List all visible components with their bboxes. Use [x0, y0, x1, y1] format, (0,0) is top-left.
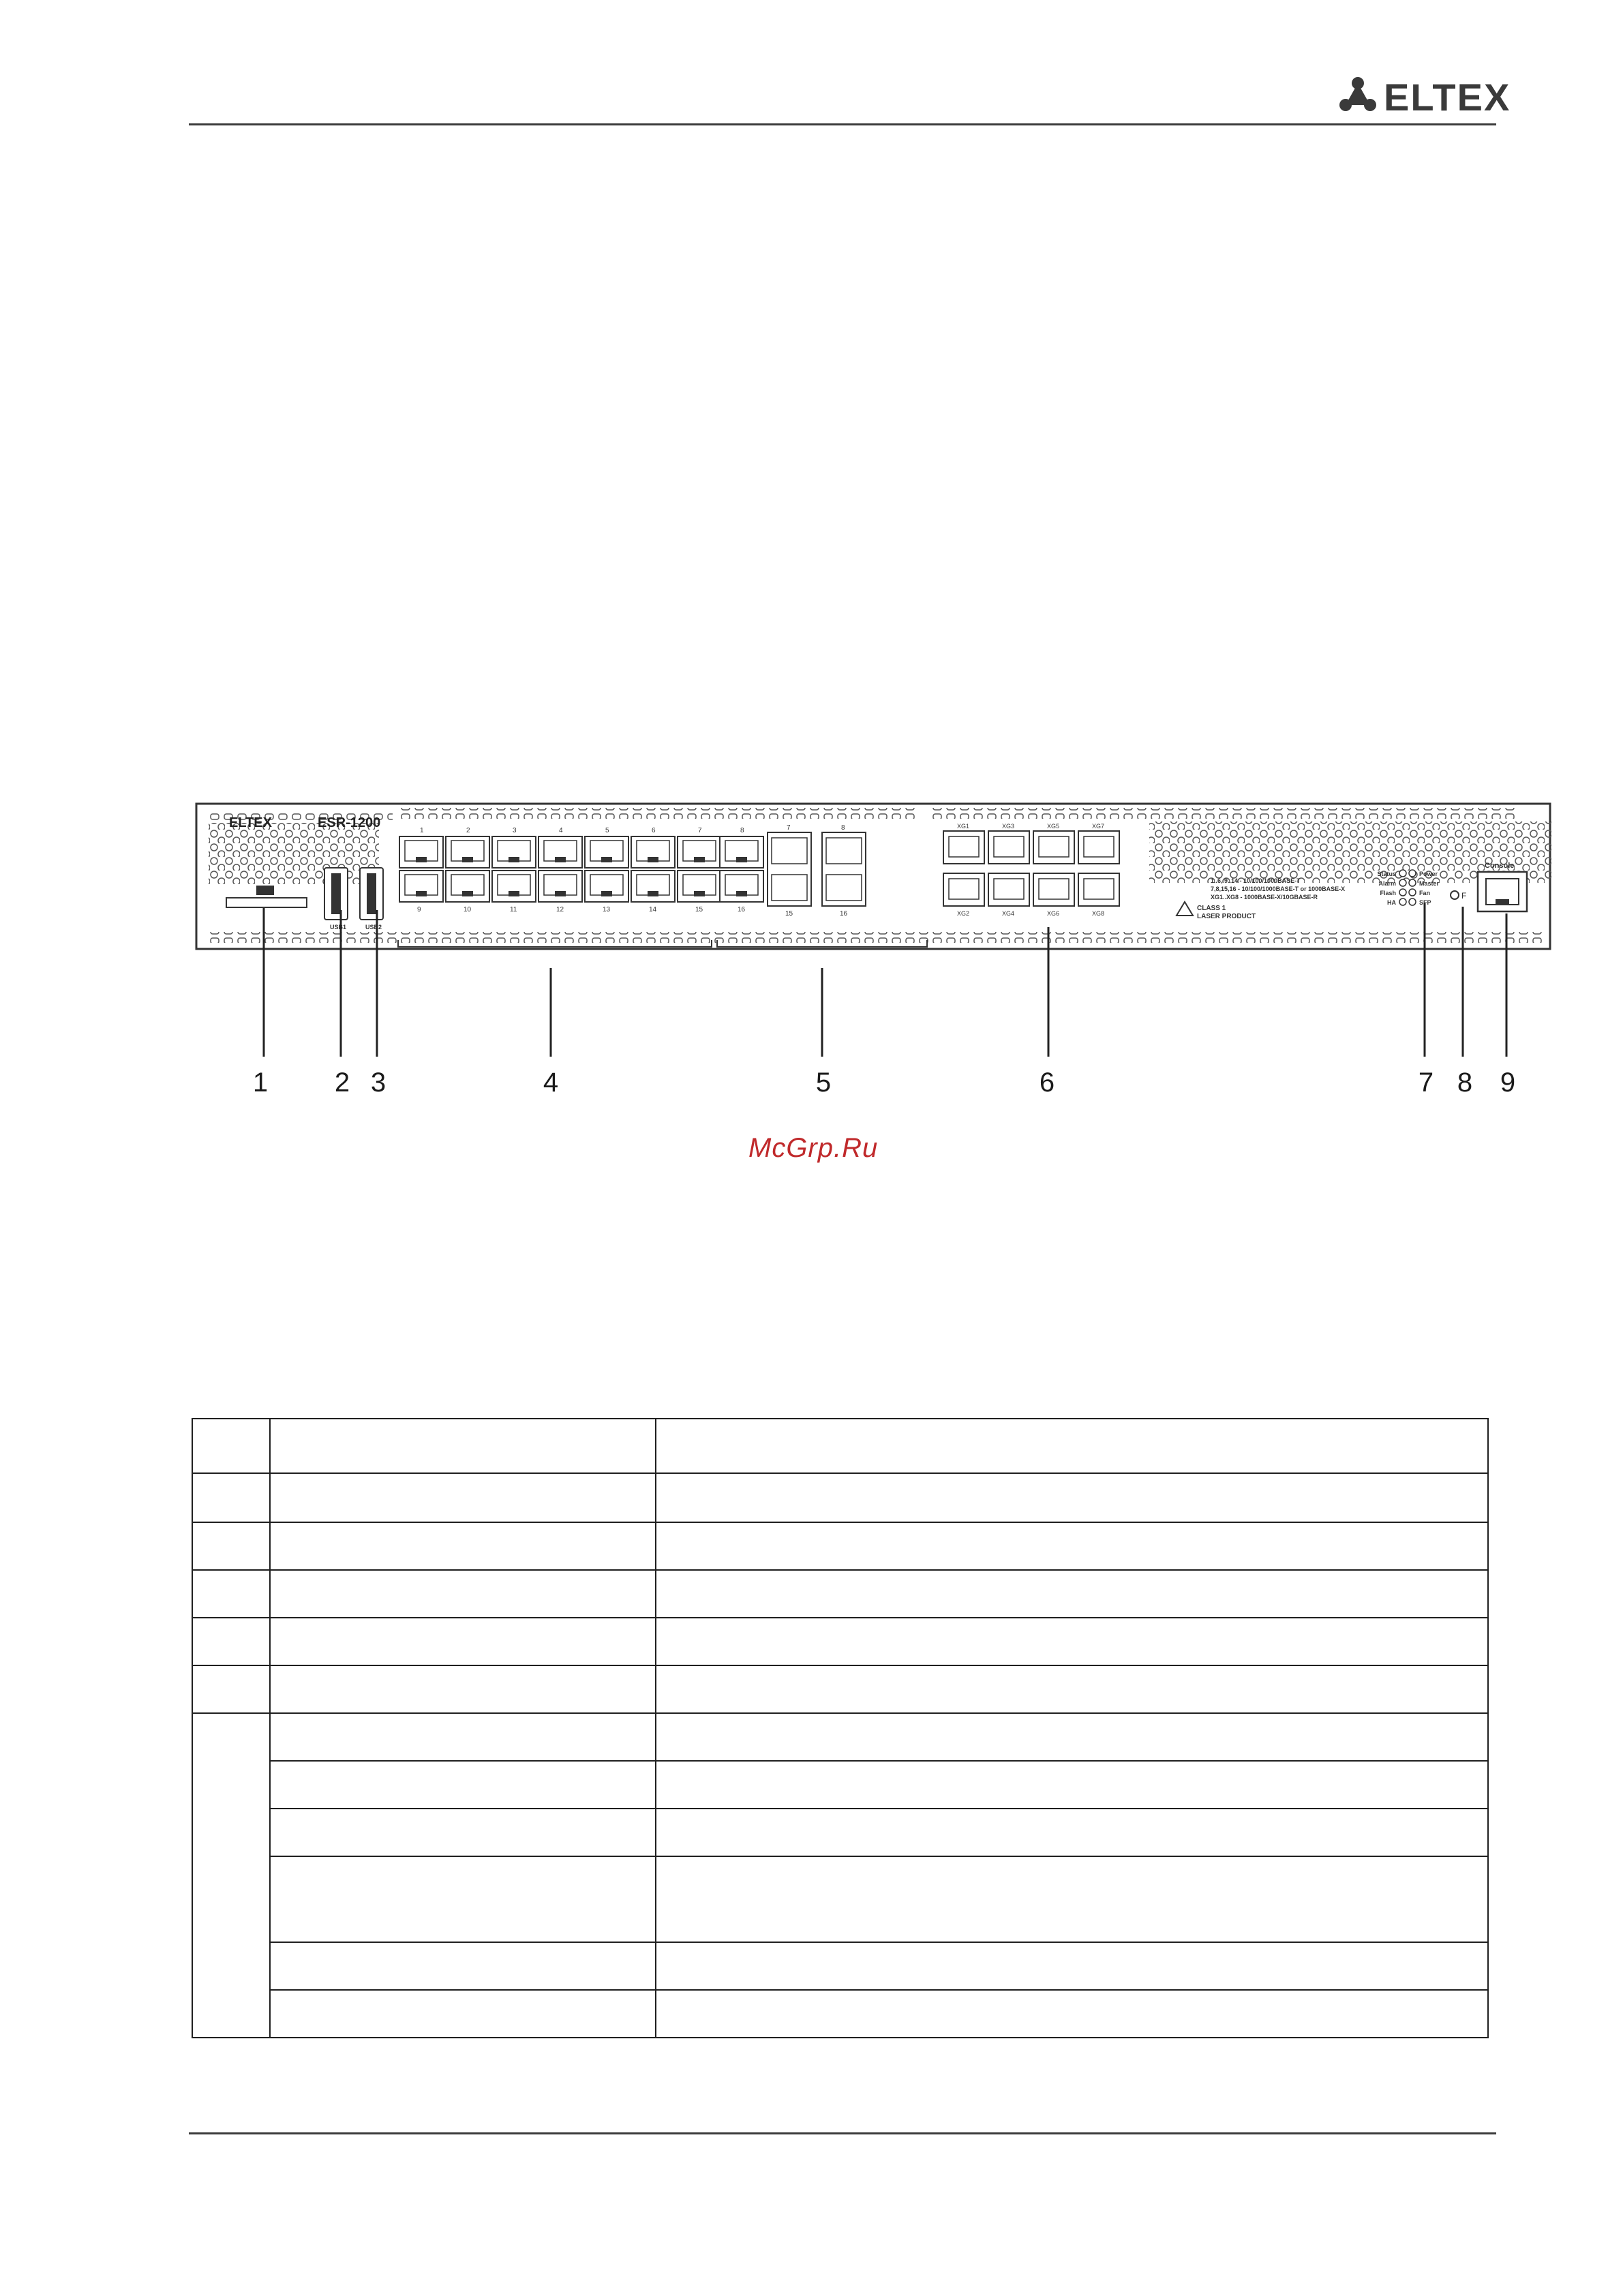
- led-label: Master: [1419, 880, 1440, 887]
- table-row: [192, 1809, 1488, 1856]
- table-row: [192, 1522, 1488, 1570]
- led-label: Status: [1377, 871, 1396, 877]
- table-row: [192, 1856, 1488, 1942]
- sfp-label-bottom: XG8: [1092, 910, 1105, 917]
- table-row: [192, 1761, 1488, 1809]
- usb-label: USB1: [330, 924, 347, 931]
- panel-logo: ELTEX: [229, 815, 272, 830]
- callout-2: 2: [334, 1068, 350, 1098]
- port-number-bottom: 11: [510, 906, 517, 913]
- port-number-bottom: 12: [556, 906, 564, 913]
- port-number-top: 4: [559, 827, 563, 834]
- port-number-top: 7: [787, 824, 791, 832]
- port-number-top: 3: [513, 827, 517, 834]
- callout-8: 8: [1457, 1068, 1473, 1098]
- port-number-top: 8: [740, 827, 744, 834]
- callout-4: 4: [543, 1068, 559, 1098]
- panel-model: ESR-1200: [318, 815, 381, 830]
- port-number-bottom: 16: [738, 906, 746, 913]
- table-header-row: [192, 1419, 1488, 1473]
- callout-6: 6: [1039, 1068, 1055, 1098]
- sfp-label-bottom: XG2: [957, 910, 970, 917]
- sfp-label-top: XG5: [1047, 823, 1060, 830]
- port-number-bottom: 14: [649, 906, 657, 913]
- port-number-bottom: 15: [695, 906, 703, 913]
- port-number-top: 8: [841, 824, 845, 832]
- led-label: HA: [1387, 899, 1396, 906]
- led-label: Flash: [1380, 890, 1396, 896]
- callout-9: 9: [1500, 1068, 1516, 1098]
- logo-wordmark: ELTEX: [1384, 76, 1511, 119]
- port-number-bottom: 15: [785, 910, 793, 918]
- table-row: [192, 1473, 1488, 1522]
- table-row: [192, 1990, 1488, 2038]
- console-label: Console: [1485, 862, 1515, 870]
- callout-7: 7: [1418, 1068, 1434, 1098]
- callout-leaders: [0, 0, 1623, 1091]
- callout-5: 5: [815, 1068, 832, 1098]
- speed-legend-3: XG1..XG8 - 1000BASE-X/10GBASE-R: [1211, 894, 1318, 901]
- sfp-label-top: XG1: [957, 823, 970, 830]
- table-row: [192, 1713, 1488, 1761]
- port-number-bottom: 13: [603, 906, 611, 913]
- callout-3: 3: [370, 1068, 386, 1098]
- laser-product: LASER PRODUCT: [1197, 913, 1256, 920]
- sfp-label-bottom: XG6: [1047, 910, 1060, 917]
- port-number-bottom: 10: [464, 906, 472, 913]
- port-number-bottom: 9: [417, 906, 421, 913]
- table-row: [192, 1942, 1488, 1990]
- port-number-top: 5: [605, 827, 609, 834]
- led-label: Power: [1419, 871, 1438, 877]
- table-row: [192, 1570, 1488, 1618]
- usb-label: USB2: [365, 924, 382, 931]
- table-row: [192, 1665, 1488, 1713]
- reset-label: F: [1461, 891, 1467, 901]
- port-number-bottom: 16: [840, 910, 848, 918]
- port-number-top: 7: [698, 827, 702, 834]
- description-table: [192, 1418, 1489, 2038]
- callout-1: 1: [252, 1068, 269, 1098]
- led-label: Alarm: [1378, 880, 1396, 887]
- speed-legend-2: 7,8,15,16 - 10/100/1000BASE-T or 1000BASE-X: [1211, 886, 1346, 892]
- port-number-top: 2: [466, 827, 470, 834]
- sfp-label-top: XG7: [1092, 823, 1105, 830]
- sfp-label-top: XG3: [1002, 823, 1015, 830]
- port-number-top: 6: [652, 827, 656, 834]
- laser-class: CLASS 1: [1197, 905, 1226, 912]
- watermark: McGrp.Ru: [748, 1133, 879, 1163]
- footer-rule: [189, 2132, 1496, 2134]
- led-label: SFP: [1419, 899, 1431, 906]
- sfp-label-bottom: XG4: [1002, 910, 1015, 917]
- led-label: Fan: [1419, 890, 1431, 896]
- speed-legend-1: 1..6, 9..14 - 10/100/1000BASE-T: [1211, 877, 1301, 884]
- port-number-top: 1: [420, 827, 424, 834]
- table-row: [192, 1618, 1488, 1665]
